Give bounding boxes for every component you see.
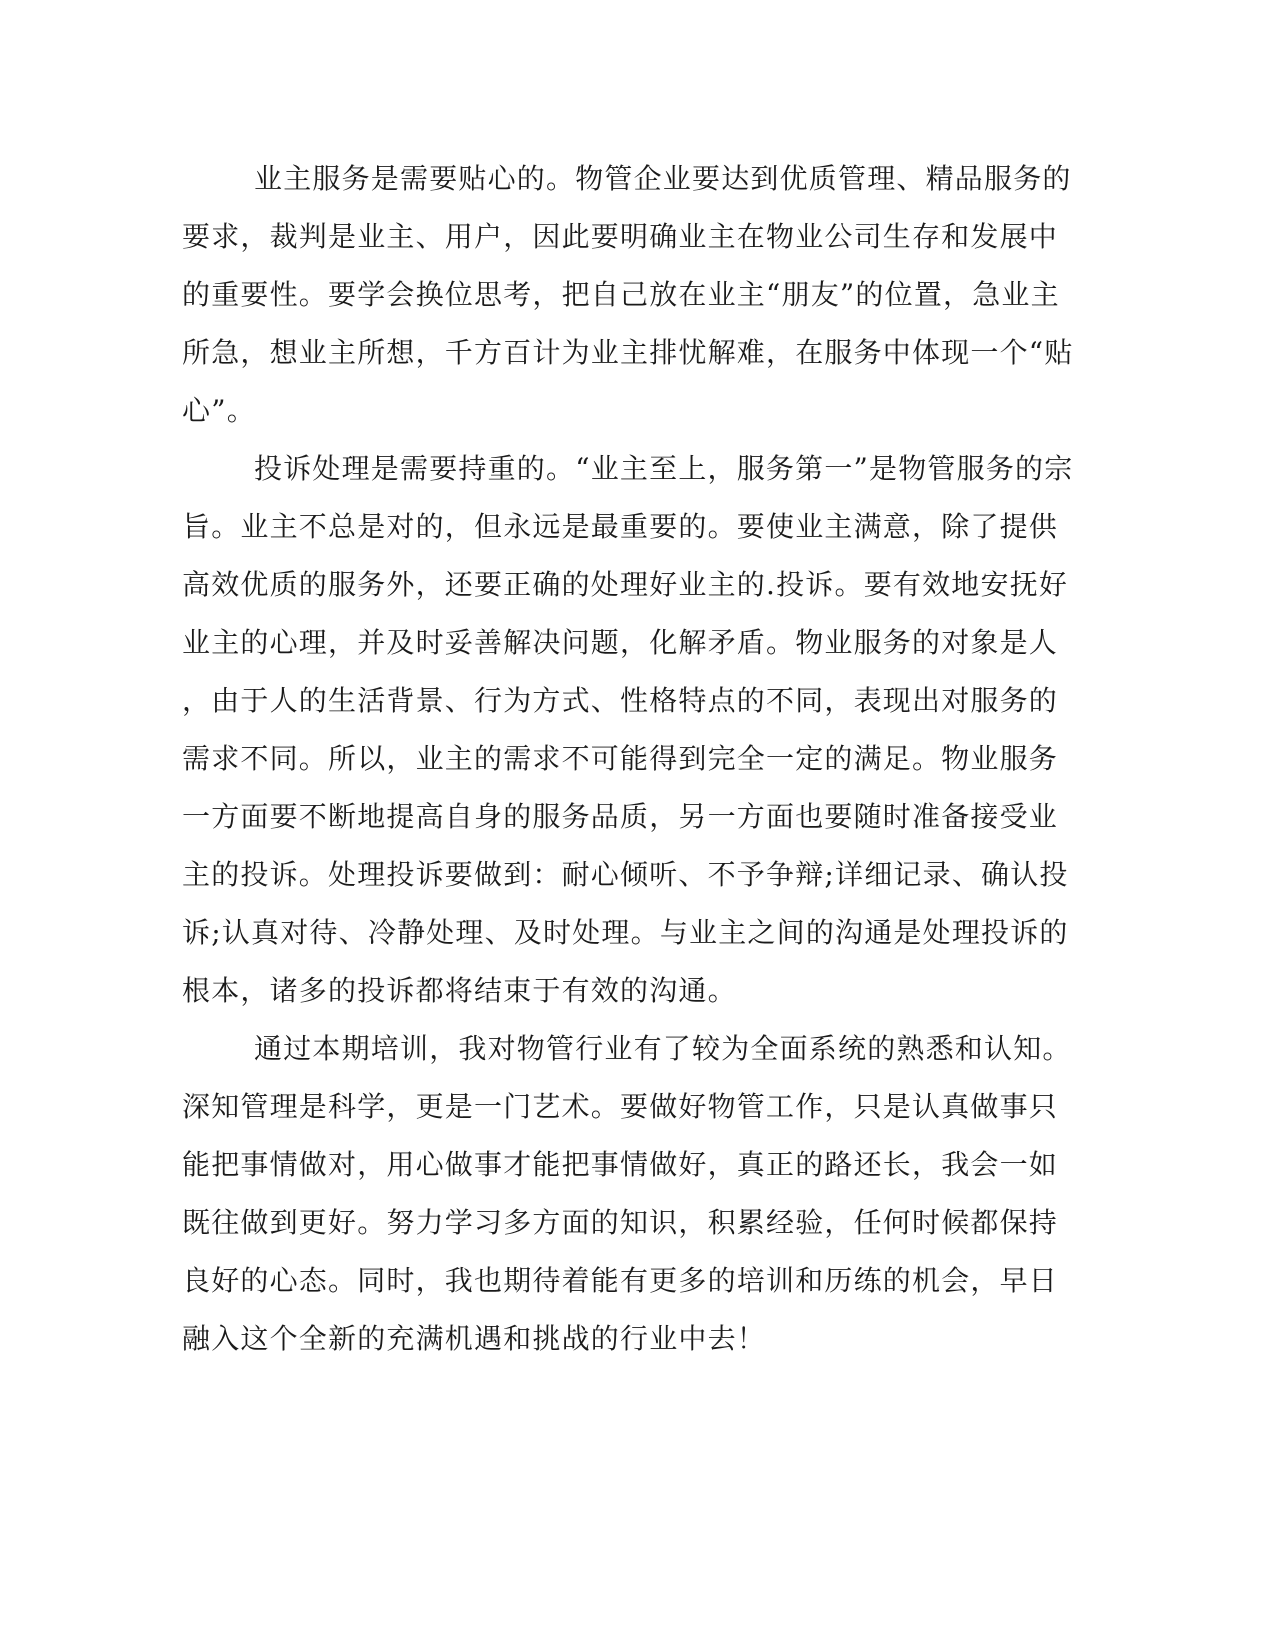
paragraph-line: 通过本期培训，我对物管行业有了较为全面系统的熟悉和认知。	[254, 1032, 1072, 1065]
paragraph-line: 诉;认真对待、冷静处理、及时处理。与业主之间的沟通是处理投诉的	[182, 916, 1069, 949]
paragraph-line: 深知管理是科学，更是一门艺术。要做好物管工作，只是认真做事只	[182, 1090, 1059, 1123]
paragraph-line: 主的投诉。处理投诉要做到：耐心倾听、不予争辩;详细记录、确认投	[182, 858, 1069, 891]
paragraph-line: 高效优质的服务外，还要正确的处理好业主的.投诉。要有效地安抚好	[182, 568, 1069, 601]
paragraph-owner-service	[182, 150, 1074, 440]
paragraph-line: 良好的心态。同时，我也期待着能有更多的培训和历练的机会，早日	[182, 1264, 1059, 1297]
paragraph-line: 一方面要不断地提高自身的服务品质，另一方面也要随时准备接受业	[182, 800, 1059, 833]
paragraph-line: 业主服务是需要贴心的。物管企业要达到优质管理、精品服务的	[254, 162, 1072, 195]
paragraph-line: 要求，裁判是业主、用户，因此要明确业主在物业公司生存和发展中	[182, 220, 1059, 253]
paragraph-line: 心”。	[182, 394, 256, 427]
paragraph-line: 业主的心理，并及时妥善解决问题，化解矛盾。物业服务的对象是人	[182, 626, 1059, 659]
paragraph-line: 根本，诸多的投诉都将结束于有效的沟通。	[182, 974, 737, 1007]
paragraph-line: 投诉处理是需要持重的。“业主至上，服务第一”是物管服务的宗	[254, 452, 1074, 485]
paragraph-line: 融入这个全新的充满机遇和挑战的行业中去！	[182, 1322, 767, 1355]
paragraph-line: 既往做到更好。努力学习多方面的知识，积累经验，任何时候都保持	[182, 1206, 1059, 1239]
paragraph-line: ，由于人的生活背景、行为方式、性格特点的不同，表现出对服务的	[182, 684, 1059, 717]
paragraph-training-summary	[182, 1020, 1072, 1368]
paragraph-line: 所急，想业主所想，千方百计为业主排忧解难，在服务中体现一个“贴	[182, 336, 1074, 369]
paragraph-line: 需求不同。所以，业主的需求不可能得到完全一定的满足。物业服务	[182, 742, 1059, 775]
paragraph-line: 旨。业主不总是对的，但永远是最重要的。要使业主满意，除了提供	[182, 510, 1059, 543]
paragraph-line: 能把事情做对，用心做事才能把事情做好，真正的路还长，我会一如	[182, 1148, 1059, 1181]
document-body	[182, 150, 1074, 1368]
paragraph-line: 的重要性。要学会换位思考，把自己放在业主“朋友”的位置，急业主	[182, 278, 1060, 311]
paragraph-complaint-handling	[182, 440, 1074, 1020]
